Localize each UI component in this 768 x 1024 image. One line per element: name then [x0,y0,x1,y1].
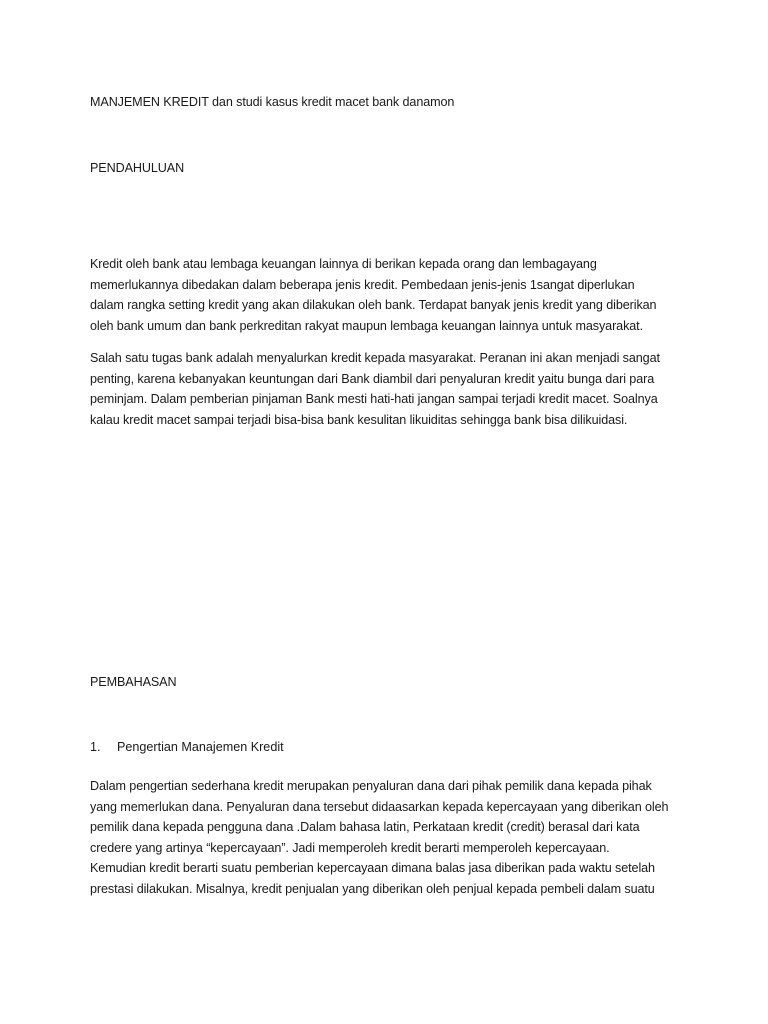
paragraph-line: peminjam. Dalam pemberian pinjaman Bank mesti hati-hati jangan sampai terjadi kredit macet. Soalnya [90,392,658,406]
heading-pembahasan: PEMBAHASAN [90,675,177,689]
paragraph-line: yang memerlukan dana. Penyaluran dana tersebut didaasarkan kepada kepercayaan yang diberikan oleh [90,799,669,814]
section-number: 1. [90,740,101,754]
intro-paragraph-1 [90,254,690,336]
paragraph-line: memerlukannya dibedakan dalam beberapa jenis kredit. Pembedaan jenis-jenis 1sangat diperlukan [90,277,635,292]
paragraph-line: Dalam pengertian sederhana kredit merupakan penyaluran dana dari pihak pemilik dana kepada pihak [90,779,652,793]
paragraph-line: pemilik dana kepada pengguna dana .Dalam bahasa latin, Perkataan kredit (credit) berasal dari kata [90,820,640,834]
paragraph-line: credere yang artinya “kepercayaan”. Jadi memperoleh kredit berarti memperoleh kepercayaan. [90,840,610,855]
paragraph-line: penting, karena kebanyakan keuntungan dari Bank diambil dari penyaluran kredit yaitu bunga dari para [90,371,655,386]
paragraph-line: dalam rangka setting kredit yang akan dilakukan oleh bank. Terdapat banyak jenis kredit yang diberikan [90,298,657,312]
paragraph-line: kalau kredit macet sampai terjadi bisa-bisa bank kesulitan likuiditas sehingga bank bisa dilikuidasi. [90,412,628,427]
paragraph-line: Kredit oleh bank atau lembaga keuangan lainnya di berikan kepada orang dan lembagayang [90,257,597,271]
paragraph-line: Salah satu tugas bank adalah menyalurkan kredit kepada masyarakat. Peranan ini akan menjadi sangat [90,351,660,365]
heading-pendahuluan: PENDAHULUAN [90,161,185,175]
paragraph-line: prestasi dilakukan. Misalnya, kredit penjualan yang diberikan oleh penjual kepada pembeli dalam suatu [90,881,655,896]
document-title: MANJEMEN KREDIT dan studi kasus kredit macet bank danamon [90,95,455,109]
paragraph-line: Kemudian kredit berarti suatu pemberian kepercayaan dimana balas jasa diberikan pada waktu setelah [90,861,655,875]
intro-paragraph-2 [90,348,690,430]
paragraph-line: oleh bank umum dan bank perkreditan rakyat maupun lembaga keuangan lainnya untuk masyarakat. [90,318,643,333]
section-1-paragraph [90,776,690,899]
section-title: Pengertian Manajemen Kredit [117,740,284,754]
